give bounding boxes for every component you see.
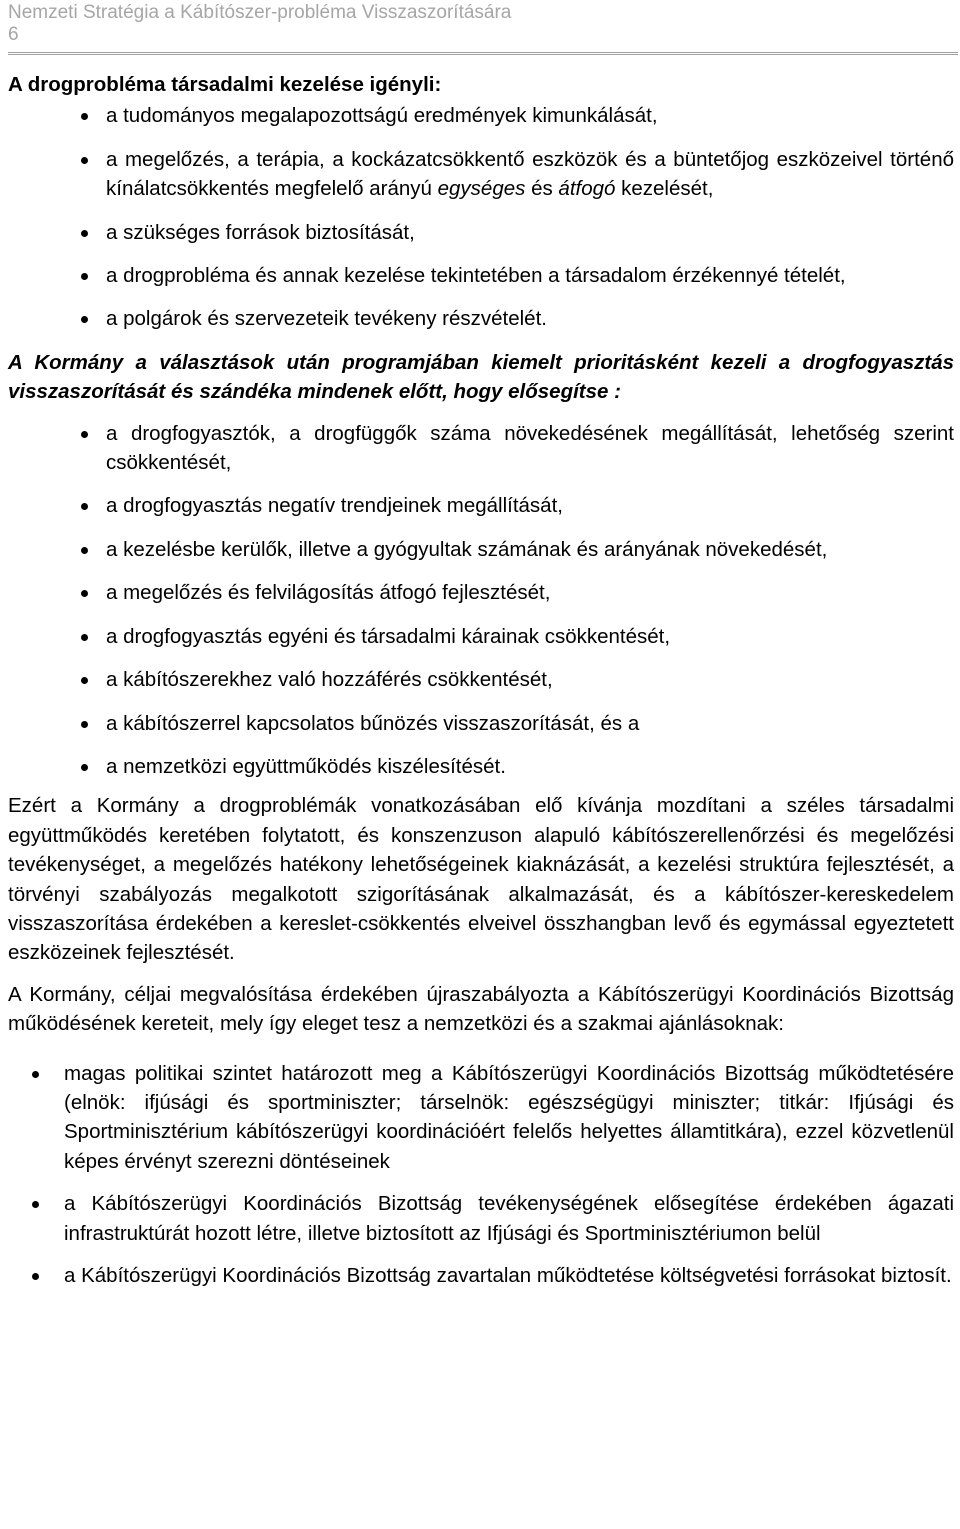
emphasis-text: átfogó	[558, 177, 616, 201]
bullet-icon	[81, 590, 88, 597]
list-item-text: a tudományos megalapozottságú eredmények kimunkálását,	[106, 104, 658, 128]
list-item	[8, 709, 954, 738]
bullet-icon	[81, 157, 88, 164]
bullet-icon	[81, 503, 88, 510]
list-item	[8, 218, 954, 247]
list-item	[8, 578, 954, 607]
list-item	[8, 1261, 954, 1290]
list-item-text: a megelőzés, a terápia, a kockázatcsökkentő eszközök és a büntetőjog eszközeivel történő kínálatcsökkentés megfelelő arányú	[106, 147, 954, 201]
list-item	[8, 535, 954, 564]
list-item	[8, 622, 954, 651]
emphasis-text: egységes	[437, 177, 526, 201]
list-item-text: a drogfogyasztás negatív trendjeinek megállítását,	[106, 494, 563, 518]
list-item-text: a nemzetközi együttműködés kiszélesítését.	[106, 754, 506, 778]
list-item-text: és	[525, 177, 559, 201]
header-divider	[8, 52, 958, 55]
list-item	[8, 419, 954, 478]
section-intro: A drogprobléma társadalmi kezelése igényli:	[8, 73, 442, 96]
list-item	[8, 101, 954, 130]
section-heading: A Kormány a választások után programjában kiemelt prioritásként kezeli a drogfogyasztás visszaszorítását és szándéka mindenek előtt, hogy elősegítse :	[8, 350, 954, 404]
bullet-icon	[81, 273, 88, 280]
list-item	[8, 491, 954, 520]
list-item-text: a polgárok és szervezeteik tevékeny részvételét.	[106, 307, 547, 331]
committee-list	[8, 1059, 954, 1291]
bullet-icon	[81, 764, 88, 771]
bullet-icon	[81, 230, 88, 237]
document-body	[8, 70, 954, 1303]
list-item	[8, 261, 954, 290]
list-item	[8, 665, 954, 694]
list-item-text: a drogprobléma és annak kezelése tekintetében a társadalom érzékennyé tételét,	[106, 264, 846, 288]
list-item	[8, 1189, 954, 1248]
bullet-icon	[81, 721, 88, 728]
requirements-list	[8, 101, 954, 333]
list-item-text: kezelését,	[615, 177, 714, 201]
bullet-icon	[81, 547, 88, 554]
list-item	[8, 1059, 954, 1177]
list-item-text: a Kábítószerügyi Koordinációs Bizottság zavartalan működtetése költségvetési forrásokat biztosít.	[64, 1264, 952, 1287]
list-item-text: a kábítószerekhez való hozzáférés csökkentését,	[106, 668, 553, 692]
bullet-icon	[81, 677, 88, 684]
page-number: 6	[8, 24, 19, 45]
bullet-icon	[32, 1273, 39, 1280]
running-header-title: Nemzeti Stratégia a Kábítószer-probléma Visszaszorítására	[8, 2, 512, 23]
list-item-text: a drogfogyasztás egyéni és társadalmi kárainak csökkentését,	[106, 624, 671, 648]
bullet-icon	[81, 634, 88, 641]
list-item	[8, 752, 954, 781]
list-item	[8, 145, 954, 204]
list-item-text: magas politikai szintet határozott meg a Kábítószerügyi Koordinációs Bizottság működtetésére (elnök: ifjúsági és sportminiszter; társelnök: egészségügyi miniszter; titkár: Ifjúsági és Sportminisztérium kábítószerügyi koordinációért felelős helyettes államtitkára), ezzel közvetlenül képes érvényt szerezni döntéseinek	[64, 1061, 954, 1173]
bullet-icon	[81, 316, 88, 323]
bullet-icon	[81, 113, 88, 120]
bullet-icon	[32, 1201, 39, 1208]
list-item	[8, 304, 954, 333]
list-item-text: a szükséges források biztosítását,	[106, 220, 415, 244]
page-header	[8, 0, 958, 55]
list-item-text: a megelőzés és felvilágosítás átfogó fejlesztését,	[106, 581, 551, 605]
list-item-text: a kezelésbe kerülők, illetve a gyógyultak számának és arányának növekedését,	[106, 537, 828, 561]
list-item-text: a Kábítószerügyi Koordinációs Bizottság tevékenységének elősegítése érdekében ágazati infrastruktúrát hozott létre, illetve biztosított az Ifjúsági és Sportminisztériumon belül	[64, 1192, 954, 1245]
bullet-icon	[81, 431, 88, 438]
bullet-icon	[32, 1071, 39, 1078]
body-paragraph: A Kormány, céljai megvalósítása érdekében újraszabályozta a Kábítószerügyi Koordinációs Bizottság működésének kereteit, mely így eleget tesz a nemzetközi és a szakmai ajánlásoknak:	[8, 982, 954, 1036]
body-paragraph: Ezért a Kormány a drogproblémák vonatkozásában elő kívánja mozdítani a széles társadalmi együttműködés keretében folytatott, és konszenzuson alapuló kábítószerellenőrzési és megelőzési tevékenységet, a megelőzés hatékony lehetőségeinek kiaknázását, a kezelési struktúra fejlesztését, a törvényi szabályozás megalkotott szigorításának alkalmazását, és a kábítószer-kereskedelem visszaszorítása érdekében a kereslet-csökkentés elveivel összhangban levő és egymással egyeztetett eszközeinek fejlesztését.	[8, 794, 954, 965]
list-item-text: a drogfogyasztók, a drogfüggők száma növekedésének megállítását, lehetőség szerint csökkentését,	[106, 421, 954, 475]
list-item-text: a kábítószerrel kapcsolatos bűnözés visszaszorítását, és a	[106, 711, 640, 735]
priorities-list	[8, 419, 954, 782]
